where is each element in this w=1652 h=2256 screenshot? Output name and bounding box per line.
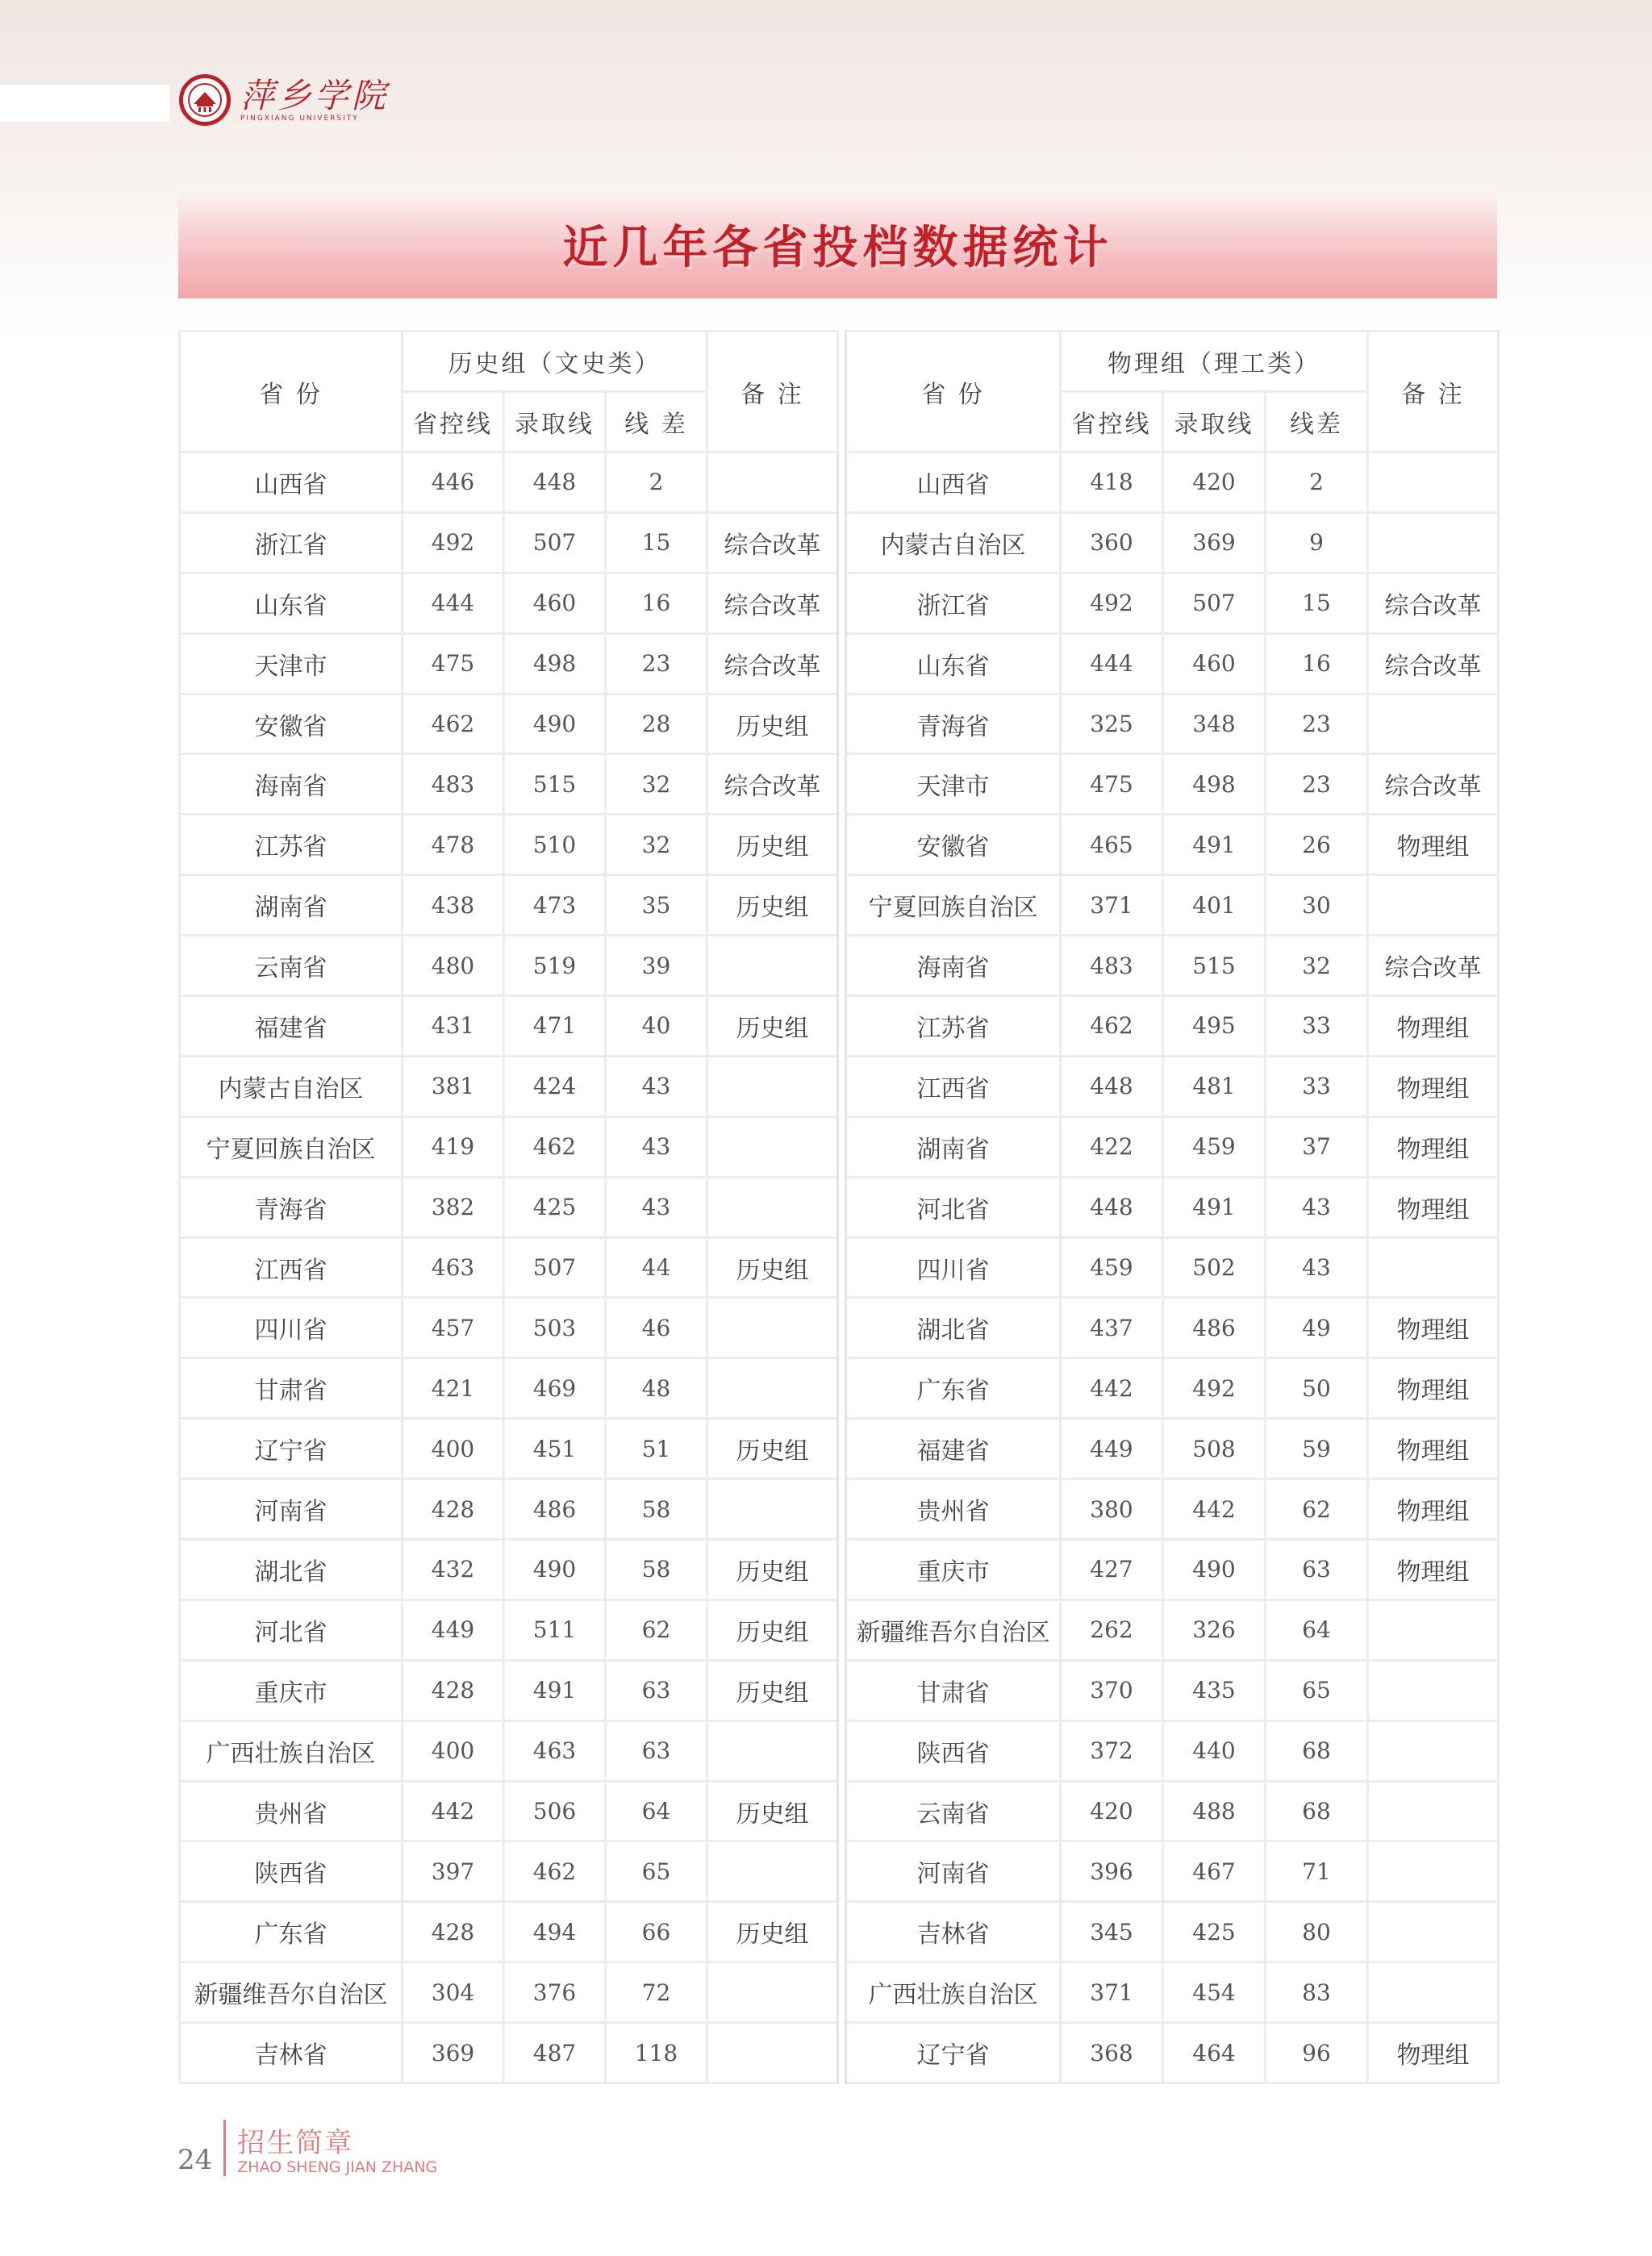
province-cell: 安徽省 xyxy=(180,694,403,754)
admission-line-cell: 488 xyxy=(1163,1781,1266,1841)
admission-line-cell: 490 xyxy=(504,694,606,754)
province-cell: 云南省 xyxy=(180,936,403,996)
admission-line-cell: 462 xyxy=(504,1116,606,1177)
province-cell: 新疆维吾尔自治区 xyxy=(180,1962,403,2023)
admission-line-cell: 401 xyxy=(1163,875,1266,936)
note-cell xyxy=(707,1056,838,1116)
note-cell: 综合改革 xyxy=(707,633,838,694)
admission-line-cell: 459 xyxy=(1163,1116,1266,1177)
note-cell: 历史组 xyxy=(707,1237,838,1298)
difference-cell: 26 xyxy=(1266,815,1368,875)
difference-cell: 39 xyxy=(606,936,707,996)
difference-cell: 35 xyxy=(606,875,707,936)
province-cell: 甘肃省 xyxy=(180,1358,403,1419)
university-emblem-icon xyxy=(179,74,231,126)
control-line-cell: 462 xyxy=(403,694,504,754)
control-line-cell: 432 xyxy=(403,1540,504,1600)
admission-line-cell: 463 xyxy=(504,1720,606,1781)
admission-line-cell: 491 xyxy=(1163,815,1266,875)
province-cell: 河南省 xyxy=(180,1479,403,1540)
difference-cell: 23 xyxy=(1266,694,1368,754)
province-cell: 湖北省 xyxy=(180,1540,403,1600)
province-cell: 重庆市 xyxy=(846,1540,1061,1600)
note-cell: 物理组 xyxy=(1368,996,1499,1057)
province-cell: 江西省 xyxy=(180,1237,403,1298)
subheader-admission-line: 录取线 xyxy=(504,392,606,452)
title-banner xyxy=(178,190,1497,298)
province-cell: 安徽省 xyxy=(846,815,1061,875)
difference-cell: 64 xyxy=(1266,1599,1368,1660)
province-cell: 浙江省 xyxy=(846,573,1061,633)
control-line-cell: 475 xyxy=(1061,754,1163,815)
note-cell: 物理组 xyxy=(1368,1540,1499,1600)
difference-cell: 33 xyxy=(1266,1056,1368,1116)
header-province: 省 份 xyxy=(180,332,403,452)
difference-cell: 2 xyxy=(1266,452,1368,513)
table-header-row xyxy=(180,332,1499,392)
province-cell: 甘肃省 xyxy=(846,1660,1061,1720)
control-line-cell: 419 xyxy=(403,1116,504,1177)
subheader-control-line: 省控线 xyxy=(403,392,504,452)
difference-cell: 9 xyxy=(1266,512,1368,573)
control-line-cell: 449 xyxy=(1061,1419,1163,1479)
admission-line-cell: 506 xyxy=(504,1781,606,1841)
admission-line-cell: 462 xyxy=(504,1841,606,1902)
province-cell: 广东省 xyxy=(180,1902,403,1962)
control-line-cell: 381 xyxy=(403,1056,504,1116)
note-cell xyxy=(707,452,838,513)
province-cell: 云南省 xyxy=(846,1781,1061,1841)
difference-cell: 58 xyxy=(606,1540,707,1600)
note-cell: 历史组 xyxy=(707,1419,838,1479)
note-cell xyxy=(707,1962,838,2023)
province-cell: 广东省 xyxy=(846,1358,1061,1419)
note-cell: 历史组 xyxy=(707,694,838,754)
difference-cell: 49 xyxy=(1266,1298,1368,1358)
subheader-control-line: 省控线 xyxy=(1061,392,1163,452)
control-line-cell: 492 xyxy=(1061,573,1163,633)
admission-line-cell: 420 xyxy=(1163,452,1266,513)
note-cell: 综合改革 xyxy=(1368,936,1499,996)
province-cell: 山西省 xyxy=(180,452,403,513)
province-cell: 宁夏回族自治区 xyxy=(180,1116,403,1177)
note-cell: 综合改革 xyxy=(707,512,838,573)
difference-cell: 16 xyxy=(606,573,707,633)
control-line-cell: 442 xyxy=(403,1781,504,1841)
header-note: 备 注 xyxy=(707,332,838,452)
admission-line-cell: 490 xyxy=(1163,1540,1266,1600)
control-line-cell: 457 xyxy=(403,1298,504,1358)
difference-cell: 66 xyxy=(606,1902,707,1962)
header-note: 备 注 xyxy=(1368,332,1499,452)
control-line-cell: 369 xyxy=(403,2023,504,2083)
footer-title-chinese: 招生简章 xyxy=(237,2127,354,2159)
control-line-cell: 444 xyxy=(1061,633,1163,694)
admission-line-cell: 326 xyxy=(1163,1599,1266,1660)
control-line-cell: 478 xyxy=(403,815,504,875)
difference-cell: 50 xyxy=(1266,1358,1368,1419)
province-cell: 青海省 xyxy=(846,694,1061,754)
province-cell: 贵州省 xyxy=(180,1781,403,1841)
admission-line-cell: 469 xyxy=(504,1358,606,1419)
control-line-cell: 345 xyxy=(1061,1902,1163,1962)
note-cell: 历史组 xyxy=(707,1781,838,1841)
admission-line-cell: 510 xyxy=(504,815,606,875)
province-cell: 重庆市 xyxy=(180,1660,403,1720)
admission-line-cell: 515 xyxy=(1163,936,1266,996)
admission-line-cell: 369 xyxy=(1163,512,1266,573)
province-cell: 山西省 xyxy=(846,452,1061,513)
note-cell: 物理组 xyxy=(1368,815,1499,875)
note-cell xyxy=(1368,1962,1499,2023)
note-cell xyxy=(1368,1841,1499,1902)
province-cell: 江苏省 xyxy=(180,815,403,875)
difference-cell: 63 xyxy=(606,1720,707,1781)
control-line-cell: 421 xyxy=(403,1358,504,1419)
province-cell: 辽宁省 xyxy=(180,1419,403,1479)
province-cell: 湖南省 xyxy=(180,875,403,936)
admission-line-cell: 451 xyxy=(504,1419,606,1479)
province-cell: 河北省 xyxy=(180,1599,403,1660)
logo-chinese-name: 萍乡学院 xyxy=(240,76,390,115)
control-line-cell: 475 xyxy=(403,633,504,694)
admission-line-cell: 515 xyxy=(504,754,606,815)
difference-cell: 33 xyxy=(1266,996,1368,1057)
difference-cell: 72 xyxy=(606,1962,707,2023)
difference-cell: 43 xyxy=(1266,1237,1368,1298)
admission-line-cell: 440 xyxy=(1163,1720,1266,1781)
admission-line-cell: 486 xyxy=(504,1479,606,1540)
note-cell: 历史组 xyxy=(707,1599,838,1660)
province-cell: 内蒙古自治区 xyxy=(846,512,1061,573)
admission-line-cell: 442 xyxy=(1163,1479,1266,1540)
note-cell: 历史组 xyxy=(707,1902,838,1962)
note-cell xyxy=(707,2023,838,2083)
difference-cell: 83 xyxy=(1266,1962,1368,2023)
difference-cell: 28 xyxy=(606,694,707,754)
control-line-cell: 492 xyxy=(403,512,504,573)
control-line-cell: 371 xyxy=(1061,1962,1163,2023)
page-title: 近几年各省投档数据统计 xyxy=(562,221,1113,274)
province-cell: 山东省 xyxy=(180,573,403,633)
control-line-cell: 465 xyxy=(1061,815,1163,875)
control-line-cell: 428 xyxy=(403,1479,504,1540)
note-cell: 历史组 xyxy=(707,1540,838,1600)
control-line-cell: 448 xyxy=(1061,1056,1163,1116)
note-cell xyxy=(707,1479,838,1540)
note-cell xyxy=(1368,1660,1499,1720)
admission-line-cell: 467 xyxy=(1163,1841,1266,1902)
admission-line-cell: 503 xyxy=(504,1298,606,1358)
province-cell: 贵州省 xyxy=(846,1479,1061,1540)
admission-line-cell: 492 xyxy=(1163,1358,1266,1419)
admission-line-cell: 507 xyxy=(504,512,606,573)
note-cell xyxy=(1368,452,1499,513)
admission-line-cell: 435 xyxy=(1163,1660,1266,1720)
province-cell: 浙江省 xyxy=(180,512,403,573)
admission-line-cell: 425 xyxy=(504,1177,606,1237)
control-line-cell: 372 xyxy=(1061,1720,1163,1781)
province-cell: 海南省 xyxy=(180,754,403,815)
control-line-cell: 437 xyxy=(1061,1298,1163,1358)
difference-cell: 43 xyxy=(606,1056,707,1116)
control-line-cell: 304 xyxy=(403,1962,504,2023)
note-cell xyxy=(1368,1237,1499,1298)
note-cell: 综合改革 xyxy=(1368,573,1499,633)
province-cell: 湖南省 xyxy=(846,1116,1061,1177)
difference-cell: 68 xyxy=(1266,1720,1368,1781)
note-cell: 物理组 xyxy=(1368,2023,1499,2083)
note-cell xyxy=(707,1298,838,1358)
admission-line-cell: 481 xyxy=(1163,1056,1266,1116)
footer-divider xyxy=(223,2120,226,2176)
difference-cell: 2 xyxy=(606,452,707,513)
control-line-cell: 483 xyxy=(403,754,504,815)
difference-cell: 32 xyxy=(606,815,707,875)
control-line-cell: 325 xyxy=(1061,694,1163,754)
control-line-cell: 431 xyxy=(403,996,504,1057)
control-line-cell: 442 xyxy=(1061,1358,1163,1419)
note-cell: 物理组 xyxy=(1368,1056,1499,1116)
province-cell: 辽宁省 xyxy=(846,2023,1061,2083)
province-cell: 河南省 xyxy=(846,1841,1061,1902)
province-cell: 吉林省 xyxy=(846,1902,1061,1962)
admission-line-cell: 491 xyxy=(1163,1177,1266,1237)
difference-cell: 62 xyxy=(606,1599,707,1660)
note-cell xyxy=(1368,1720,1499,1781)
difference-cell: 23 xyxy=(1266,754,1368,815)
note-cell xyxy=(1368,1902,1499,1962)
control-line-cell: 371 xyxy=(1061,875,1163,936)
control-line-cell: 428 xyxy=(403,1660,504,1720)
province-cell: 陕西省 xyxy=(180,1841,403,1902)
note-cell xyxy=(707,1720,838,1781)
admission-line-cell: 348 xyxy=(1163,694,1266,754)
province-cell: 福建省 xyxy=(846,1419,1061,1479)
difference-cell: 46 xyxy=(606,1298,707,1358)
admission-line-cell: 486 xyxy=(1163,1298,1266,1358)
control-line-cell: 422 xyxy=(1061,1116,1163,1177)
admission-line-cell: 454 xyxy=(1163,1962,1266,2023)
logo-english-name: PINGXIANG UNIVERSITY xyxy=(240,115,359,123)
difference-cell: 58 xyxy=(606,1479,707,1540)
difference-cell: 43 xyxy=(606,1116,707,1177)
province-cell: 海南省 xyxy=(846,936,1061,996)
note-cell: 物理组 xyxy=(1368,1177,1499,1237)
province-cell: 陕西省 xyxy=(846,1720,1061,1781)
control-line-cell: 360 xyxy=(1061,512,1163,573)
note-cell xyxy=(707,1841,838,1902)
control-line-cell: 480 xyxy=(403,936,504,996)
note-cell xyxy=(707,1358,838,1419)
control-line-cell: 483 xyxy=(1061,936,1163,996)
province-cell: 广西壮族自治区 xyxy=(180,1720,403,1781)
control-line-cell: 428 xyxy=(403,1902,504,1962)
difference-cell: 23 xyxy=(606,633,707,694)
control-line-cell: 459 xyxy=(1061,1237,1163,1298)
difference-cell: 44 xyxy=(606,1237,707,1298)
difference-cell: 51 xyxy=(606,1419,707,1479)
province-cell: 吉林省 xyxy=(180,2023,403,2083)
difference-cell: 63 xyxy=(1266,1540,1368,1600)
province-cell: 新疆维吾尔自治区 xyxy=(846,1599,1061,1660)
header-history-group: 历史组（文史类） xyxy=(403,332,707,392)
difference-cell: 40 xyxy=(606,996,707,1057)
province-cell: 山东省 xyxy=(846,633,1061,694)
note-cell xyxy=(1368,1781,1499,1841)
admission-line-cell: 448 xyxy=(504,452,606,513)
province-cell: 江苏省 xyxy=(846,996,1061,1057)
table-divider xyxy=(838,332,846,2083)
difference-cell: 118 xyxy=(606,2023,707,2083)
note-cell: 物理组 xyxy=(1368,1116,1499,1177)
difference-cell: 62 xyxy=(1266,1479,1368,1540)
difference-cell: 48 xyxy=(606,1358,707,1419)
admission-line-cell: 519 xyxy=(504,936,606,996)
note-cell: 物理组 xyxy=(1368,1419,1499,1479)
page-footer xyxy=(177,2120,437,2176)
footer-title-english: ZHAO SHENG JIAN ZHANG xyxy=(237,2158,438,2176)
control-line-cell: 438 xyxy=(403,875,504,936)
province-cell: 广西壮族自治区 xyxy=(846,1962,1061,2023)
difference-cell: 32 xyxy=(606,754,707,815)
note-cell xyxy=(1368,512,1499,573)
subheader-difference: 线差 xyxy=(1266,392,1368,452)
note-cell xyxy=(1368,694,1499,754)
subheader-difference: 线 差 xyxy=(606,392,707,452)
control-line-cell: 448 xyxy=(1061,1177,1163,1237)
province-cell: 宁夏回族自治区 xyxy=(846,875,1061,936)
admission-line-cell: 487 xyxy=(504,2023,606,2083)
admission-line-cell: 507 xyxy=(504,1237,606,1298)
control-line-cell: 449 xyxy=(403,1599,504,1660)
control-line-cell: 420 xyxy=(1061,1781,1163,1841)
province-cell: 四川省 xyxy=(846,1237,1061,1298)
admission-line-cell: 502 xyxy=(1163,1237,1266,1298)
control-line-cell: 463 xyxy=(403,1237,504,1298)
control-line-cell: 462 xyxy=(1061,996,1163,1057)
note-cell: 综合改革 xyxy=(1368,754,1499,815)
difference-cell: 71 xyxy=(1266,1841,1368,1902)
control-line-cell: 396 xyxy=(1061,1841,1163,1902)
difference-cell: 96 xyxy=(1266,2023,1368,2083)
note-cell: 物理组 xyxy=(1368,1479,1499,1540)
control-line-cell: 418 xyxy=(1061,452,1163,513)
note-cell xyxy=(707,1116,838,1177)
admission-line-cell: 491 xyxy=(504,1660,606,1720)
header-physics-group: 物理组（理工类） xyxy=(1061,332,1368,392)
admission-line-cell: 460 xyxy=(1163,633,1266,694)
difference-cell: 32 xyxy=(1266,936,1368,996)
admission-line-cell: 508 xyxy=(1163,1419,1266,1479)
control-line-cell: 262 xyxy=(1061,1599,1163,1660)
note-cell: 历史组 xyxy=(707,1660,838,1720)
difference-cell: 43 xyxy=(1266,1177,1368,1237)
note-cell xyxy=(707,1177,838,1237)
difference-cell: 59 xyxy=(1266,1419,1368,1479)
admission-line-cell: 498 xyxy=(1163,754,1266,815)
province-cell: 青海省 xyxy=(180,1177,403,1237)
note-cell xyxy=(1368,875,1499,936)
province-cell: 福建省 xyxy=(180,996,403,1057)
province-cell: 天津市 xyxy=(846,754,1061,815)
control-line-cell: 444 xyxy=(403,573,504,633)
page-number: 24 xyxy=(177,2144,213,2176)
province-cell: 湖北省 xyxy=(846,1298,1061,1358)
note-cell xyxy=(1368,1599,1499,1660)
admission-line-cell: 511 xyxy=(504,1599,606,1660)
admission-data-table xyxy=(178,330,1500,2084)
admission-line-cell: 473 xyxy=(504,875,606,936)
control-line-cell: 446 xyxy=(403,452,504,513)
admission-line-cell: 460 xyxy=(504,573,606,633)
difference-cell: 80 xyxy=(1266,1902,1368,1962)
control-line-cell: 397 xyxy=(403,1841,504,1902)
difference-cell: 15 xyxy=(606,512,707,573)
admission-line-cell: 464 xyxy=(1163,2023,1266,2083)
note-cell: 历史组 xyxy=(707,996,838,1057)
control-line-cell: 382 xyxy=(403,1177,504,1237)
province-cell: 四川省 xyxy=(180,1298,403,1358)
difference-cell: 30 xyxy=(1266,875,1368,936)
province-cell: 内蒙古自治区 xyxy=(180,1056,403,1116)
difference-cell: 68 xyxy=(1266,1781,1368,1841)
note-cell: 综合改革 xyxy=(707,573,838,633)
control-line-cell: 400 xyxy=(403,1720,504,1781)
difference-cell: 37 xyxy=(1266,1116,1368,1177)
difference-cell: 65 xyxy=(1266,1660,1368,1720)
note-cell: 历史组 xyxy=(707,875,838,936)
subheader-admission-line: 录取线 xyxy=(1163,392,1266,452)
note-cell: 历史组 xyxy=(707,815,838,875)
note-cell: 物理组 xyxy=(1368,1298,1499,1358)
province-cell: 江西省 xyxy=(846,1056,1061,1116)
control-line-cell: 427 xyxy=(1061,1540,1163,1600)
admission-line-cell: 376 xyxy=(504,1962,606,2023)
note-cell xyxy=(707,936,838,996)
province-cell: 天津市 xyxy=(180,633,403,694)
admission-line-cell: 494 xyxy=(504,1902,606,1962)
difference-cell: 63 xyxy=(606,1660,707,1720)
admission-line-cell: 490 xyxy=(504,1540,606,1600)
note-cell: 综合改革 xyxy=(1368,633,1499,694)
note-cell: 综合改革 xyxy=(707,754,838,815)
control-line-cell: 400 xyxy=(403,1419,504,1479)
control-line-cell: 368 xyxy=(1061,2023,1163,2083)
header-province: 省 份 xyxy=(846,332,1061,452)
admission-line-cell: 425 xyxy=(1163,1902,1266,1962)
university-logo xyxy=(179,74,389,126)
province-cell: 河北省 xyxy=(846,1177,1061,1237)
difference-cell: 16 xyxy=(1266,633,1368,694)
control-line-cell: 370 xyxy=(1061,1660,1163,1720)
admission-line-cell: 471 xyxy=(504,996,606,1057)
note-cell: 物理组 xyxy=(1368,1358,1499,1419)
admission-line-cell: 507 xyxy=(1163,573,1266,633)
admission-line-cell: 498 xyxy=(504,633,606,694)
difference-cell: 15 xyxy=(1266,573,1368,633)
difference-cell: 43 xyxy=(606,1177,707,1237)
admission-line-cell: 495 xyxy=(1163,996,1266,1057)
difference-cell: 65 xyxy=(606,1841,707,1902)
admission-line-cell: 424 xyxy=(504,1056,606,1116)
header-accent-strip xyxy=(0,85,169,122)
control-line-cell: 380 xyxy=(1061,1479,1163,1540)
difference-cell: 64 xyxy=(606,1781,707,1841)
